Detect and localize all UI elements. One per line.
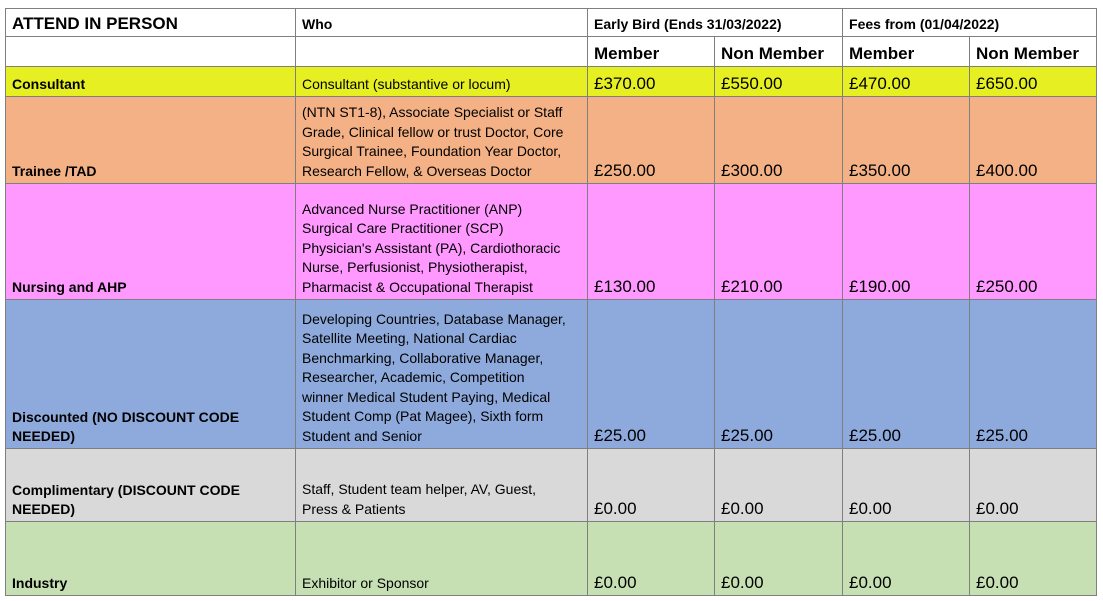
fees-member-price: £190.00 — [843, 184, 970, 300]
who-line: Surgical Trainee, Foundation Year Doctor, — [302, 143, 562, 159]
category-label: Trainee /TAD — [12, 163, 97, 179]
fees-non-member-price: £25.00 — [970, 300, 1097, 449]
who-line: Exhibitor or Sponsor — [302, 574, 429, 591]
category-label: NEEDED) — [12, 428, 76, 444]
early-member-header: Member — [594, 44, 660, 63]
category-label: Complimentary (DISCOUNT CODE — [12, 482, 240, 498]
fees-member-price: £25.00 — [843, 300, 970, 449]
category-label: NEEDED) — [12, 501, 76, 517]
fees-member-price: £350.00 — [843, 97, 970, 184]
early-non-member-price: £210.00 — [715, 184, 843, 300]
non-member-header-cell — [970, 37, 1097, 67]
who-cell — [296, 300, 588, 449]
fees-from-header: Fees from (01/04/2022) — [849, 16, 1000, 32]
category-label: Discounted (NO DISCOUNT CODE — [12, 409, 240, 425]
who-line: Benchmarking, Collaborative Manager, — [302, 349, 544, 366]
fees-member-header: Member — [849, 44, 915, 63]
who-line: Student and Senior — [302, 427, 422, 444]
fees-non-member-price: £250.00 — [970, 184, 1097, 300]
who-cell — [296, 522, 588, 596]
early-non-member-price: £0.00 — [715, 449, 843, 522]
category-label: Nursing and AHP — [12, 279, 127, 295]
fees-member-price: £470.00 — [843, 67, 970, 97]
early-non-member-price: £300.00 — [715, 97, 843, 184]
early-member-price: £250.00 — [588, 97, 715, 184]
category-cell — [6, 449, 296, 522]
category-cell — [6, 184, 296, 300]
table-row — [6, 449, 1097, 522]
table-row — [6, 184, 1097, 300]
who-line: Staff, Student team helper, AV, Guest, — [302, 481, 537, 497]
fees-from-header-cell — [843, 9, 1097, 37]
member-header-cell — [588, 37, 715, 67]
who-line: winner Medical Student Paying, Medical — [302, 388, 551, 405]
subheader-row — [6, 37, 1097, 67]
who-cell — [296, 184, 588, 300]
fees-non-member-header: Non Member — [976, 44, 1079, 63]
early-member-price: £130.00 — [588, 184, 715, 300]
table-row — [6, 300, 1097, 449]
early-member-price: £25.00 — [588, 300, 715, 449]
category-label: Industry — [12, 575, 68, 591]
fees-member-price: £0.00 — [843, 449, 970, 522]
who-line: Physician's Assistant (PA), Cardiothoracic — [302, 239, 561, 256]
fees-member-price: £0.00 — [843, 522, 970, 596]
who-cell — [296, 449, 588, 522]
who-line: Surgical Care Practitioner (SCP) — [302, 220, 504, 236]
early-non-member-header: Non Member — [721, 44, 824, 63]
who-line: Satellite Meeting, National Cardiac — [302, 330, 517, 346]
category-cell — [6, 300, 296, 449]
fees-non-member-price: £0.00 — [970, 522, 1097, 596]
who-line: Researcher, Academic, Competition — [302, 369, 525, 385]
who-line: Student Comp (Pat Magee), Sixth form — [302, 408, 544, 424]
who-line: Pharmacist & Occupational Therapist — [302, 278, 533, 295]
early-non-member-price: £25.00 — [715, 300, 843, 449]
early-member-price: £370.00 — [588, 67, 715, 97]
who-line: Press & Patients — [302, 500, 406, 517]
early-bird-header-cell — [588, 9, 843, 37]
empty-cell — [6, 37, 296, 67]
non-member-header-cell — [715, 37, 843, 67]
table-title: ATTEND IN PERSON — [12, 14, 178, 33]
who-line: Grade, Clinical fellow or trust Doctor, Core — [302, 123, 564, 140]
who-cell — [296, 67, 588, 97]
who-line: Advanced Nurse Practitioner (ANP) — [302, 200, 523, 217]
table-row — [6, 67, 1097, 97]
table-row — [6, 522, 1097, 596]
empty-cell — [296, 37, 588, 67]
early-member-price: £0.00 — [588, 522, 715, 596]
category-cell — [6, 522, 296, 596]
title-cell — [6, 9, 296, 37]
fees-non-member-price: £400.00 — [970, 97, 1097, 184]
category-cell — [6, 67, 296, 97]
early-non-member-price: £0.00 — [715, 522, 843, 596]
who-line: Nurse, Perfusionist, Physiotherapist, — [302, 259, 528, 275]
who-line: Research Fellow, & Overseas Doctor — [302, 162, 532, 179]
table-row — [6, 97, 1097, 184]
fees-non-member-price: £650.00 — [970, 67, 1097, 97]
who-cell — [296, 97, 588, 184]
who-line: (NTN ST1-8), Associate Specialist or Staff — [302, 104, 563, 120]
category-cell — [6, 97, 296, 184]
early-non-member-price: £550.00 — [715, 67, 843, 97]
category-label: Consultant — [12, 76, 86, 92]
early-member-price: £0.00 — [588, 449, 715, 522]
early-bird-header: Early Bird (Ends 31/03/2022) — [594, 16, 782, 32]
who-line: Consultant (substantive or locum) — [302, 75, 511, 92]
header-row — [6, 9, 1097, 37]
who-header: Who — [302, 16, 333, 32]
who-header-cell — [296, 9, 588, 37]
fees-non-member-price: £0.00 — [970, 449, 1097, 522]
who-line: Developing Countries, Database Manager, — [302, 310, 566, 327]
member-header-cell — [843, 37, 970, 67]
fees-table — [5, 8, 1097, 596]
